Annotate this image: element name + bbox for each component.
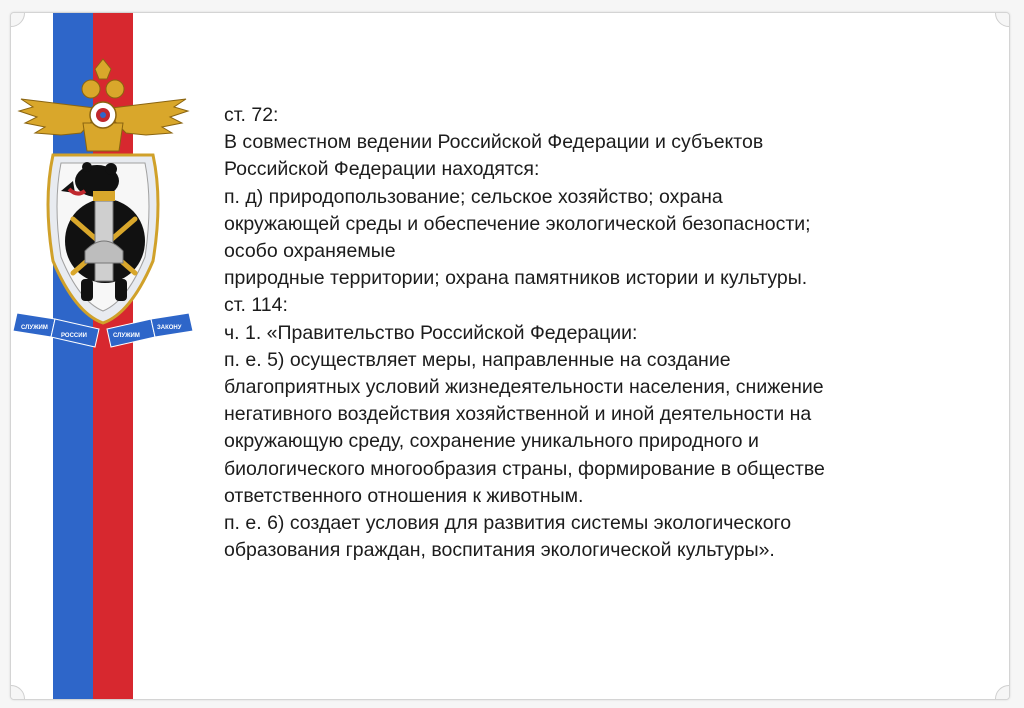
text-line: биологического многообразия страны, формирование в обществе bbox=[224, 457, 825, 480]
text-line: особо охраняемые bbox=[224, 240, 396, 263]
text-line: образования граждан, воспитания экологической культуры». bbox=[224, 539, 775, 562]
text-line: Российской Федерации находятся: bbox=[224, 158, 540, 181]
text-line: п. д) природопользование; сельское хозяйство; охрана bbox=[224, 185, 723, 208]
svg-text:СЛУЖИМ: СЛУЖИМ bbox=[21, 325, 48, 331]
slide-frame bbox=[10, 12, 1010, 700]
text-line: п. е. 5) осуществляет меры, направленные на создание bbox=[224, 348, 731, 371]
text-line: ч. 1. «Правительство Российской Федерации: bbox=[224, 321, 638, 344]
police-eagle-bear-shield-icon bbox=[11, 51, 196, 351]
text-line: ответственного отношения к животным. bbox=[224, 484, 584, 507]
frame-corner bbox=[10, 12, 25, 27]
text-line: благоприятных условий жизнедеятельности населения, снижение bbox=[224, 376, 824, 399]
svg-text:СЛУЖИМ: СЛУЖИМ bbox=[113, 333, 140, 339]
text-line: природные территории; охрана памятников истории и культуры. bbox=[224, 267, 808, 290]
frame-corner bbox=[995, 685, 1010, 700]
text-line: В совместном ведении Российской Федерации и субъектов bbox=[224, 131, 764, 154]
text-line: ст. 72: bbox=[224, 104, 279, 126]
text-line: ст. 114: bbox=[224, 294, 288, 317]
text-line: негативного воздействия хозяйственной и иной деятельности на bbox=[224, 403, 812, 426]
text-line: п. е. 6) создает условия для развития системы экологического bbox=[224, 512, 792, 535]
text-line: окружающей среды и обеспечение экологической безопасности; bbox=[224, 212, 811, 235]
frame-corner bbox=[995, 12, 1010, 27]
svg-text:ЗАКОНУ: ЗАКОНУ bbox=[157, 325, 182, 331]
frame-corner bbox=[10, 685, 25, 700]
text-line: окружающую среду, сохранение уникального природного и bbox=[224, 430, 759, 453]
document-body bbox=[224, 102, 984, 564]
svg-text:РОССИИ: РОССИИ bbox=[61, 333, 87, 339]
